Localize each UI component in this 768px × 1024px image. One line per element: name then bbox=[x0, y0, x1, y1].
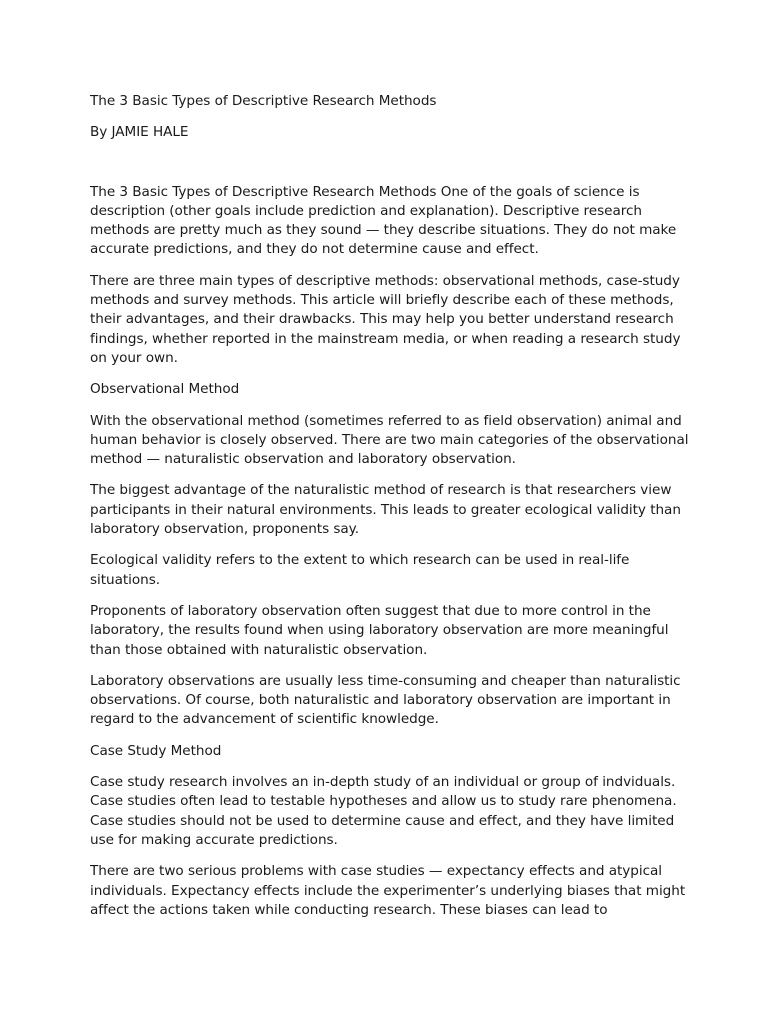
paragraph-intro: The 3 Basic Types of Descriptive Research Methods One of the goals of science is description (other goals include prediction and explanation). Descriptive research methods are pretty much as they sound — they describe situations. They do not make accurate predictions, and they do not determine cause and effect. bbox=[90, 183, 677, 258]
paragraph-types: There are three main types of descriptive methods: observational methods, case-study methods and survey methods. This article will briefly describe each of these methods, their advantages, and their drawbacks. This may help you better understand research findings, whether reported in the mainstream media, or when reading a research study on your own. bbox=[90, 272, 681, 366]
paragraph-laboratory-cost: Laboratory observations are usually less time-consuming and cheaper than naturalistic observations. Of course, both naturalistic and laboratory observation are important in regard to the advancement of scientific knowledge. bbox=[90, 672, 681, 728]
paragraph-case-study-problems: There are two serious problems with case studies — expectancy effects and atypical individuals. Expectancy effects include the experimenter’s underlying biases that might affect the actions taken while conducting research. These biases can lead to bbox=[90, 863, 686, 918]
document-title: The 3 Basic Types of Descriptive Research Methods bbox=[90, 93, 437, 109]
paragraph-observational: With the observational method (sometimes referred to as field observation) animal and human behavior is closely observed. There are two main categories of the observational method — naturalistic observation and laboratory observation. bbox=[90, 412, 689, 468]
paragraph-laboratory-proponents: Proponents of laboratory observation often suggest that due to more control in the laboratory, the results found when using laboratory observation are more meaningful than those obtained with naturalistic observation. bbox=[90, 602, 669, 658]
section-heading-observational: Observational Method bbox=[90, 381, 240, 398]
paragraph-case-study: Case study research involves an in-depth study of an individual or group of indviduals. Case studies often lead to testable hypotheses and allow us to study rare phenomena. Case studies should not be used to determine cause and effect, and they have limited use for making accurate predictions. bbox=[90, 774, 677, 848]
paragraph-ecological-validity: Ecological validity refers to the extent to which research can be used in real-life situations. bbox=[90, 552, 630, 588]
paragraph-naturalistic-advantage: The biggest advantage of the naturalistic method of research is that researchers view participants in their natural environments. This leads to greater ecological validity than laboratory observation, proponents say. bbox=[90, 482, 681, 538]
document-author: By JAMIE HALE bbox=[90, 124, 189, 141]
section-heading-case-study: Case Study Method bbox=[90, 742, 222, 759]
document-body bbox=[90, 92, 690, 932]
